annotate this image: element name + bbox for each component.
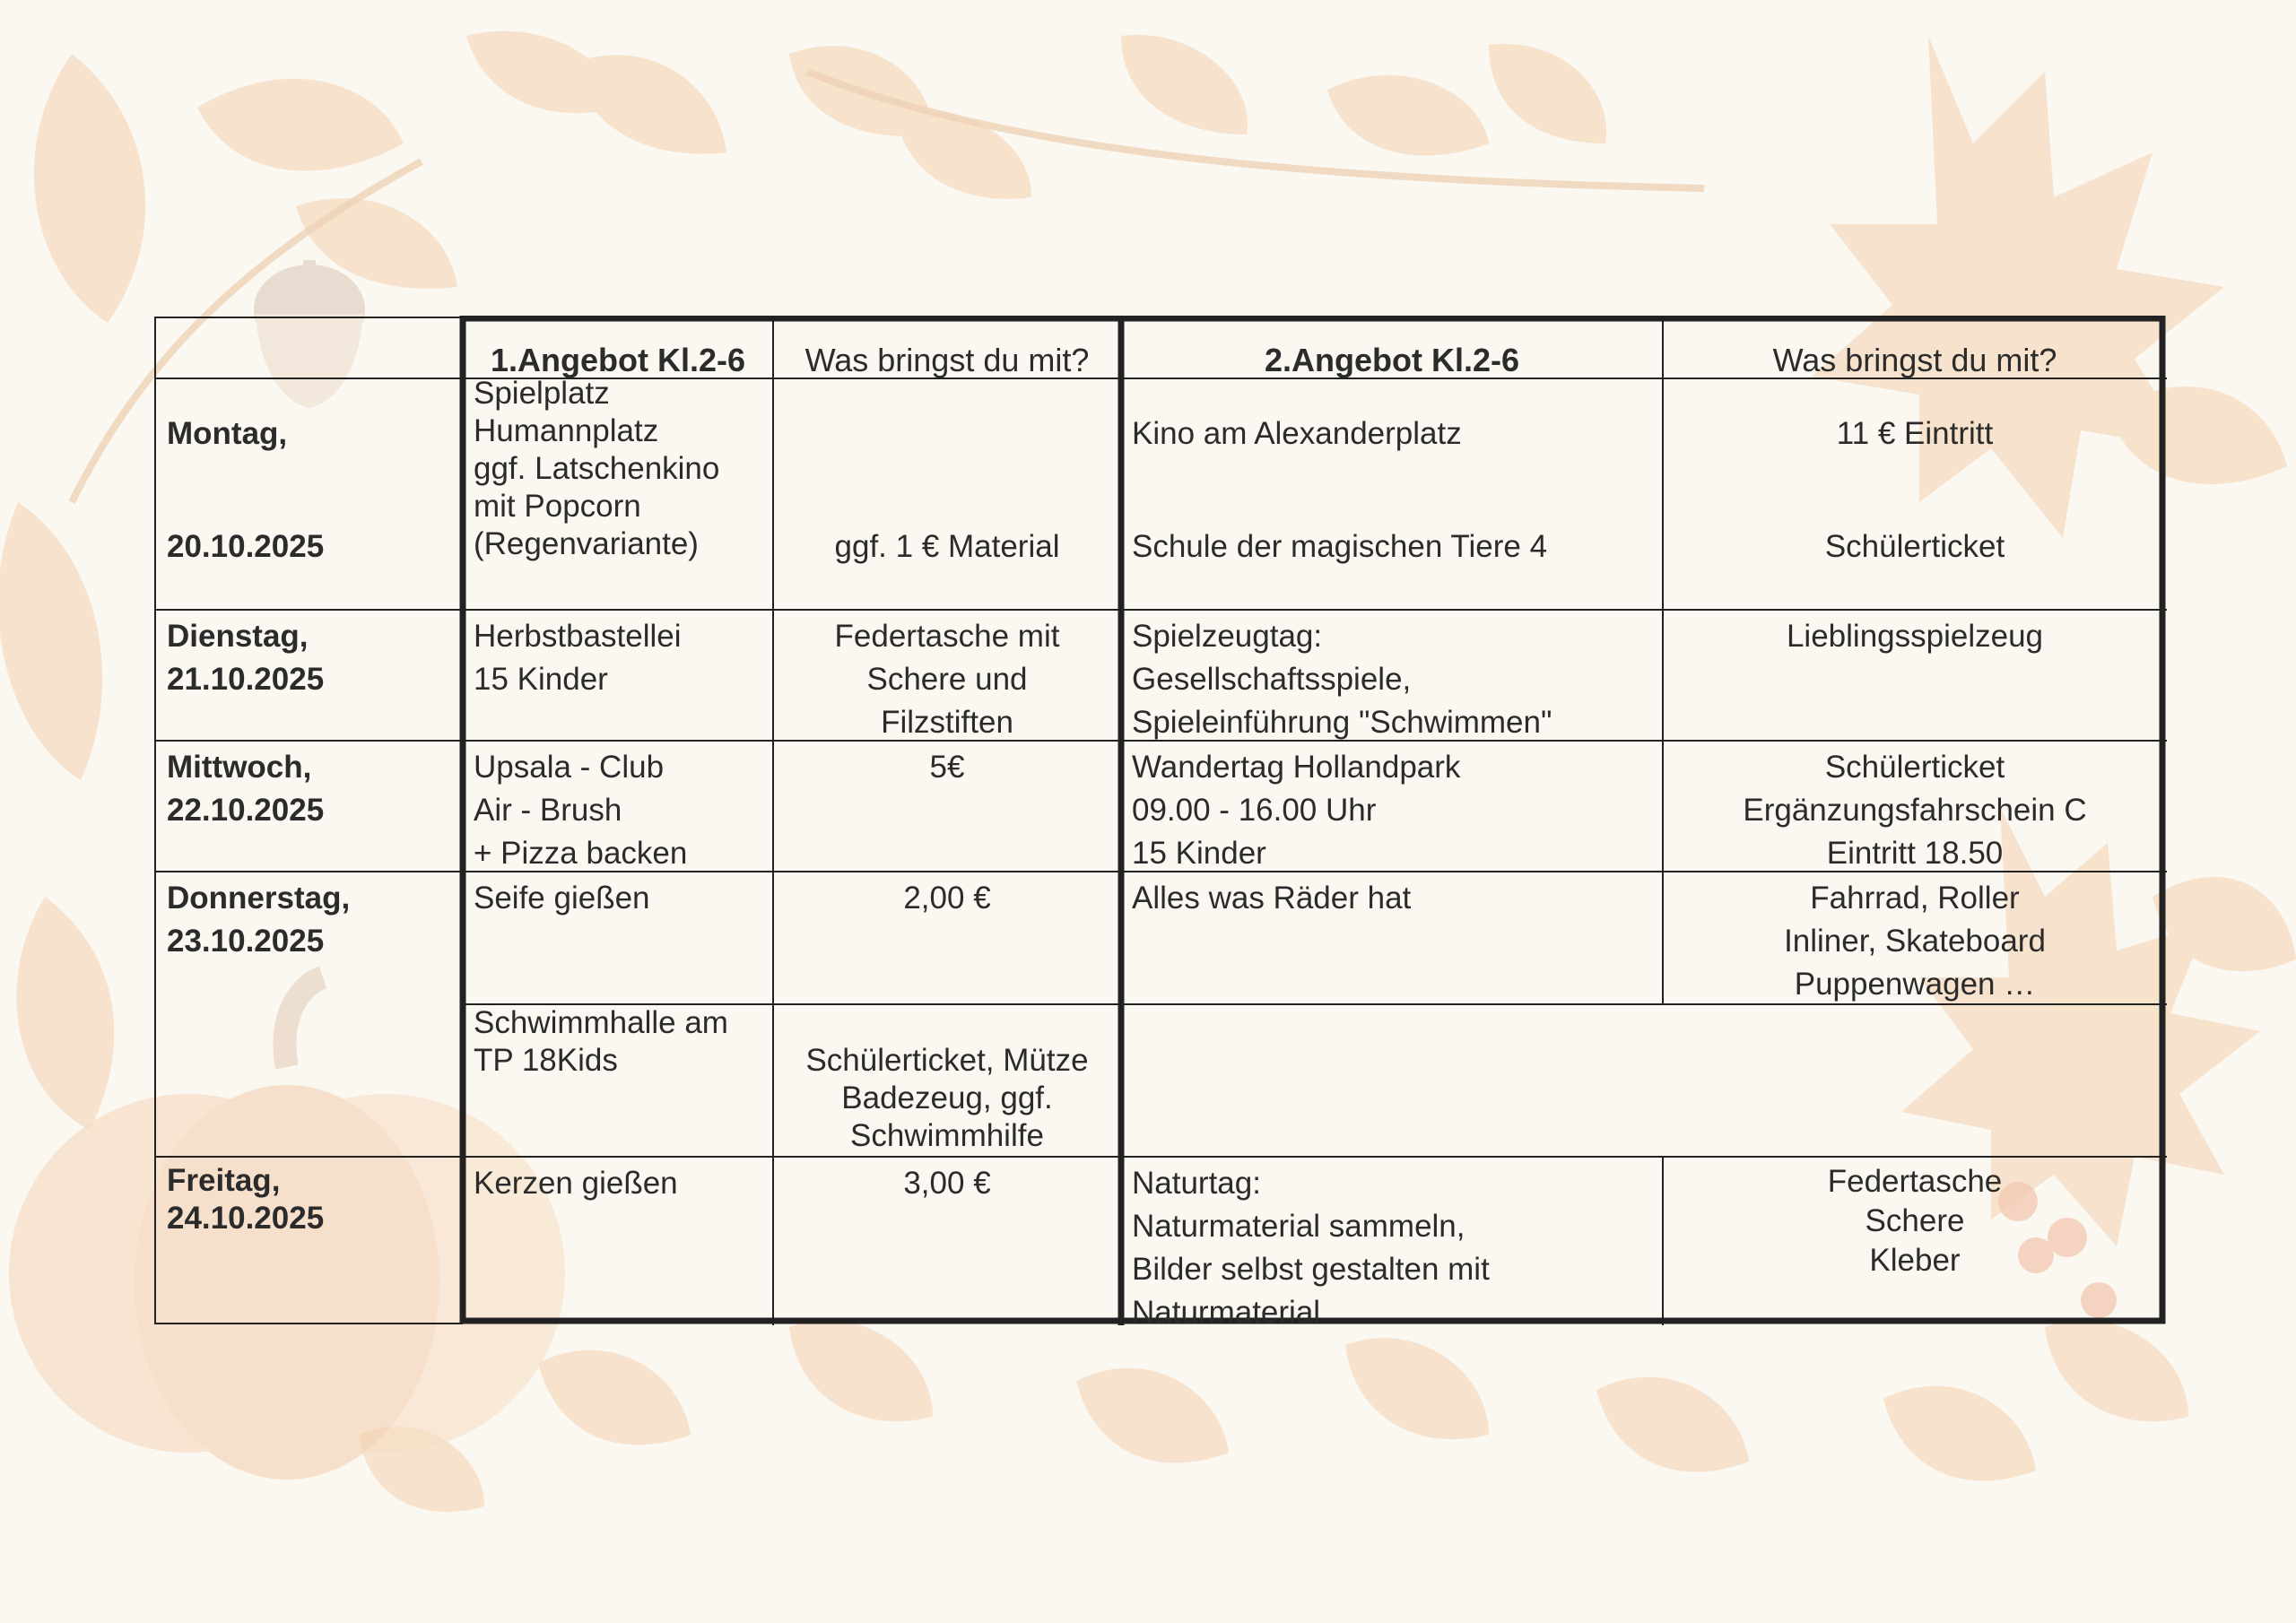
date-label: 23.10.2025: [167, 924, 325, 959]
offer2-text: Wandertag Hollandpark 09.00 - 16.00 Uhr 15 Kinder: [1132, 750, 1461, 871]
offer1-text: Kerzen gießen: [474, 1166, 678, 1201]
leaf-icon: [1596, 1377, 1749, 1472]
leaf-icon: [34, 54, 145, 323]
bring2-text: Lieblingsspielzeug: [1786, 619, 2044, 654]
bring1-text: 5€: [929, 750, 965, 785]
bring1-text: 3,00 €: [903, 1166, 991, 1201]
offer2-text: Kino am Alexanderplatz: [1132, 416, 1462, 451]
date-label: 22.10.2025: [167, 793, 325, 828]
offer1-text: Seife gießen: [474, 881, 650, 916]
bring2-text: Schülerticket Ergänzungsfahrschein C Eintritt 18.50: [1743, 750, 2087, 871]
offer1-text: Herbstbastellei 15 Kinder: [474, 619, 682, 697]
day-label: Mittwoch,: [167, 750, 312, 785]
leaf-icon: [574, 55, 726, 153]
leaf-icon: [16, 897, 114, 1130]
bring2-text: 11 € Eintritt: [1836, 416, 1994, 451]
offer1-text: Spielplatz Humannplatz ggf. Latschenkino mit Popcorn (Regenvariante): [474, 376, 720, 561]
bring1-text: 2,00 €: [903, 881, 991, 916]
day-label: Donnerstag,: [167, 881, 351, 916]
leaf-icon: [789, 1320, 933, 1421]
header-offer2: 2.Angebot Kl.2-6: [1264, 342, 1520, 378]
offer1-text: Schwimmhalle am TP 18Kids: [474, 1005, 728, 1078]
bring1-text: Schülerticket, Mütze Badezeug, ggf. Schwimmhilfe: [805, 1043, 1089, 1153]
leaf-icon: [1489, 44, 1606, 143]
schedule-table: [154, 316, 2167, 1330]
day-label: Freitag,: [167, 1163, 281, 1198]
leaf-icon: [0, 502, 102, 780]
leaf-icon: [1883, 1386, 2036, 1481]
day-label: Montag,: [167, 416, 288, 451]
offer1-text: Upsala - Club Air - Brush + Pizza backen: [474, 750, 688, 871]
bring2-text: Schülerticket: [1824, 529, 2005, 564]
leaf-icon: [197, 79, 404, 171]
offer2-text: Alles was Räder hat: [1132, 881, 1412, 916]
date-label: 24.10.2025: [167, 1201, 325, 1236]
leaf-icon: [1327, 75, 1489, 156]
leaf-icon: [1121, 35, 1248, 135]
offer2-text: Spielzeugtag: Gesellschaftsspiele, Spieleinführung "Schwimmen": [1132, 619, 1552, 740]
bring1-text: ggf. 1 € Material: [834, 529, 1060, 564]
leaf-icon: [2045, 1320, 2188, 1421]
offer2-text: Naturtag: Naturmaterial sammeln, Bilder selbst gestalten mit Naturmaterial: [1132, 1166, 1490, 1330]
leaf-icon: [1076, 1368, 1229, 1463]
header-bring1: Was bringst du mit?: [804, 342, 1090, 378]
leaf-icon: [1345, 1338, 1489, 1439]
bring2-text: Fahrrad, Roller Inliner, Skateboard Puppenwagen …: [1784, 881, 2046, 1002]
bring1-text: Federtasche mit Schere und Filzstiften: [834, 619, 1060, 740]
bring2-text: Federtasche Schere Kleber: [1827, 1164, 2003, 1278]
day-label: Dienstag,: [167, 619, 309, 654]
date-label: 21.10.2025: [167, 662, 325, 697]
header-bring2: Was bringst du mit?: [1772, 342, 2057, 378]
date-label: 20.10.2025: [167, 529, 325, 564]
leaf-icon: [897, 113, 1031, 199]
header-offer1: 1.Angebot Kl.2-6: [490, 342, 746, 378]
leaf-icon: [538, 1350, 691, 1445]
offer2-text: Schule der magischen Tiere 4: [1132, 529, 1548, 564]
